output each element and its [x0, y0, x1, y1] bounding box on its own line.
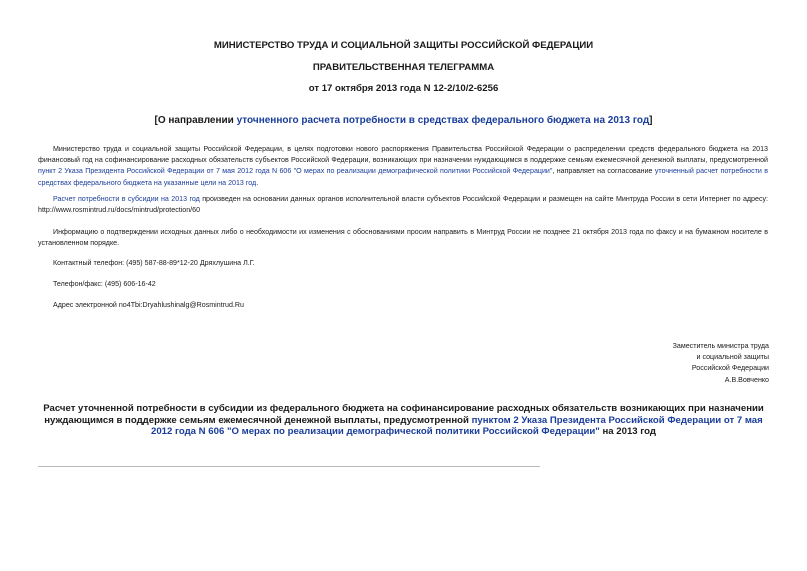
subject-heading	[40, 115, 767, 126]
ministry-heading: МИНИСТЕРСТВО ТРУДА И СОЦИАЛЬНОЙ ЗАЩИТЫ РОССИЙСКОЙ ФЕДЕРАЦИИ	[213, 40, 594, 51]
paragraph-intro-text-a: Министерство труда и социальной защиты Российской Федерации, в целях подготовки нового распоряжения Правительства Российской Федерации о распределении средств федерального бюджета на 2013 финансовый год на софинансирование расходных обязательств субъектов Российской Федерации, возникающих при назначении нуждающимся в поддержке семьям ежемесячной денежной выплаты, предусмотренной	[38, 145, 768, 165]
email-address: Адрес электронной no4Tbi:Dryahlushinalg@Rosmintrud.Ru	[53, 301, 244, 309]
subject-prefix: [О направлении	[154, 115, 237, 126]
appendix-title-text-a: Расчет уточненной потребности в субсидии из федерального бюджета на софинансирование расходных обязательств возникающих при назначении нуждающимся в поддержке семьям ежемесячной денежной выплаты, предусмотренной	[43, 403, 764, 426]
contact-phone: Контактный телефон: (495) 587-88-89*12-20 Дряхлушина Л.Г.	[53, 259, 255, 267]
refined-calculation-link[interactable]: уточненный расчет потребности в средствах федерального бюджета на указанные цели на 2013 год	[38, 167, 768, 187]
decree-link[interactable]: пункт 2 Указа Президента Российской Федерации от 7 мая 2012 года N 606 "О мерах по реализации демографической политики Российской Федерации"	[38, 167, 553, 176]
appendix-decree-link[interactable]: пунктом 2 Указа Президента Российской Федерации от 7 мая 2012 года N 606 "О мерах по реализации демографической политики Российской Федерации"	[150, 414, 763, 437]
signature-line-1: Заместитель министра труда	[672, 342, 769, 350]
paragraph-intro-text-c: .	[256, 178, 259, 187]
signature-block	[569, 341, 769, 386]
separator-line	[38, 466, 540, 467]
subject-suffix: ]	[649, 115, 653, 126]
paragraph-intro-text-b: , направляет на согласование	[552, 167, 655, 176]
signature-line-2: и социальной защиты	[696, 353, 769, 362]
paragraph-calculation-text: произведен на основании данных органов исполнительной власти субъектов Российской Федерации и размещен на сайте Минтруда России в сети Интернет по адресу: http://www.rosmintrud.ru/docs/mintrud/protection/60	[38, 195, 769, 215]
phone-fax: Телефон/факс: (495) 606-16-42	[53, 280, 156, 288]
signature-line-3: Российской Федерации	[691, 364, 769, 373]
paragraph-request: Информацию о подтверждении исходных данных либо о необходимости их изменения с обоснованиями просим направить в Минтруд России не позднее 21 октября 2013 года по факсу и на бумажном носителе в установленном порядке.	[38, 228, 768, 248]
document-type-heading: ПРАВИТЕЛЬСТВЕННАЯ ТЕЛЕГРАММА	[312, 62, 495, 73]
date-number-heading: от 17 октября 2013 года N 12-2/10/2-6256	[308, 83, 499, 94]
paragraph-intro	[38, 144, 768, 189]
appendix-title	[40, 403, 767, 438]
subject-link[interactable]: уточненного расчета потребности в средствах федерального бюджета на 2013 год	[236, 115, 650, 126]
signature-name: А.В.Вовченко	[724, 375, 769, 384]
paragraph-calculation	[38, 194, 768, 216]
subsidy-calculation-link[interactable]: Расчет потребности в субсидии на 2013 год	[53, 195, 200, 203]
appendix-title-text-b: на 2013 год	[599, 426, 656, 437]
